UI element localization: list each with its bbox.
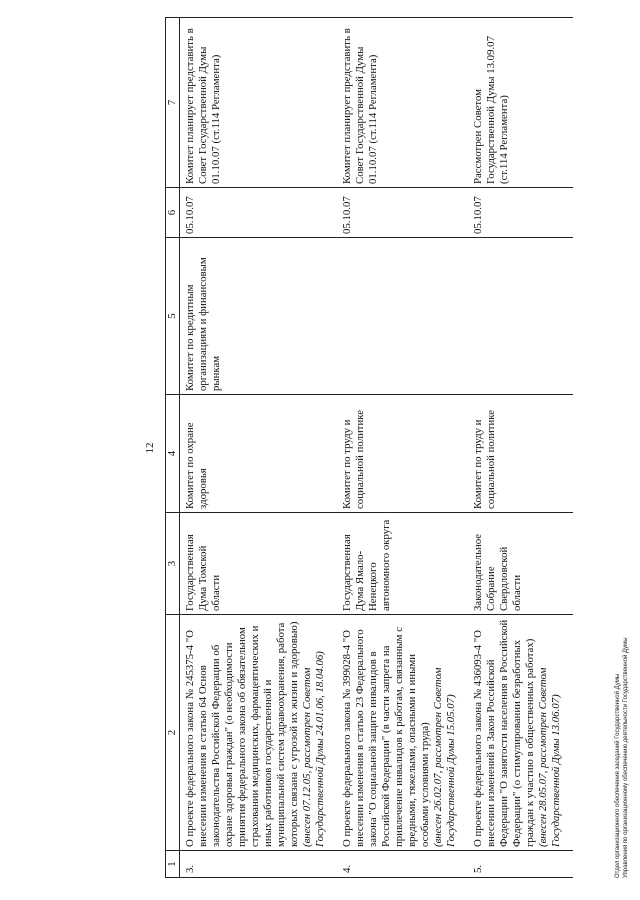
deadline-date: 05.10.07 (337, 188, 468, 238)
column-header-4: 4 (166, 395, 180, 513)
footer-directorate: Управления по организационному обеспечению деятельности Государственной Думы (623, 637, 629, 878)
document-sheet (22, 18, 629, 878)
bill-initiator: Законодательное Собрание Свердловской области (468, 513, 573, 615)
bill-note: (внесен 28.05.07, рассмотрен Советом Государственной Думы 13.06.07) (537, 667, 562, 847)
row-number: 3. (180, 851, 338, 878)
row-number: 5. (468, 851, 573, 878)
footer-department: Отдел организационного обеспечения заседаний Государственной Думы (615, 673, 621, 878)
page-number: 12 (144, 442, 156, 454)
row-number: 4. (337, 851, 468, 878)
bill-status: Комитет планирует представить в Совет Государственной Думы 01.10.07 (ст.114 Регламента) (337, 18, 468, 188)
table-row (337, 18, 468, 878)
bill-note: (внесен 07.12.05, рассмотрен Советом Государственной Думы 24.01.06, 18.04.06) (301, 651, 326, 847)
bill-status: Комитет планирует представить в Совет Государственной Думы 01.10.07 (ст.114 Регламента) (180, 18, 338, 188)
responsible-committee: Комитет по охране здоровья (180, 395, 338, 513)
bill-title: О проекте федерального закона № 245375-4 "О внесении изменения в статью 64 Основ законодательства Российской Федерации об охране здоровья граждан" (о необходимости принятия федерального закона об обязательном страховании медицинских, фармацевтических и иных работников государственной и муниципальной систем здравоохранения, работа которых связана с угрозой их жизни и здоровью) (184, 621, 300, 847)
table-row (468, 18, 573, 878)
bill-description (180, 615, 338, 851)
bill-title: О проекте федерального закона № 399028-4 "О внесении изменения в статью 23 Федерального закона "О социальной защите инвалидов в Российской Федерации" (в части запрета на привлечение инвалидов к работам, связанным с вредными, тяжелыми, опасными и иными особыми условиями труда) (341, 626, 431, 847)
column-number-row (166, 18, 180, 878)
co-committee (468, 238, 573, 395)
footer (614, 637, 630, 878)
column-header-3: 3 (166, 513, 180, 615)
bill-note: (внесен 26.02.07, рассмотрен Советом Государственной Думы 15.05.07) (432, 667, 457, 847)
co-committee (337, 238, 468, 395)
bill-initiator: Государственная Дума Томской области (180, 513, 338, 615)
co-committee: Комитет по кредитным организациям и финансовым рынкам (180, 238, 338, 395)
bill-description (337, 615, 468, 851)
table-row (180, 18, 338, 878)
column-header-7: 7 (166, 18, 180, 188)
bill-status: Рассмотрен Советом Государственной Думы 13.09.07 (ст.114 Регламента) (468, 18, 573, 188)
deadline-date: 05.10.07 (468, 188, 573, 238)
deadline-date: 05.10.07 (180, 188, 338, 238)
column-header-2: 2 (166, 615, 180, 851)
bills-table (165, 17, 573, 878)
column-header-1: 1 (166, 851, 180, 878)
column-header-5: 5 (166, 238, 180, 395)
bill-title: О проекте федерального закона № 436093-4 "О внесении изменений в Закон Российской Федерации "О занятости населения в Российской Федерации" (о стимулировании безработных граждан к участию в общественных работах) (472, 619, 536, 847)
column-header-6: 6 (166, 188, 180, 238)
responsible-committee: Комитет по труду и социальной политике (337, 395, 468, 513)
responsible-committee: Комитет по труду и социальной политике (468, 395, 573, 513)
bill-description (468, 615, 573, 851)
bill-initiator: Государственная Дума Ямало-Ненецкого автономного округа (337, 513, 468, 615)
